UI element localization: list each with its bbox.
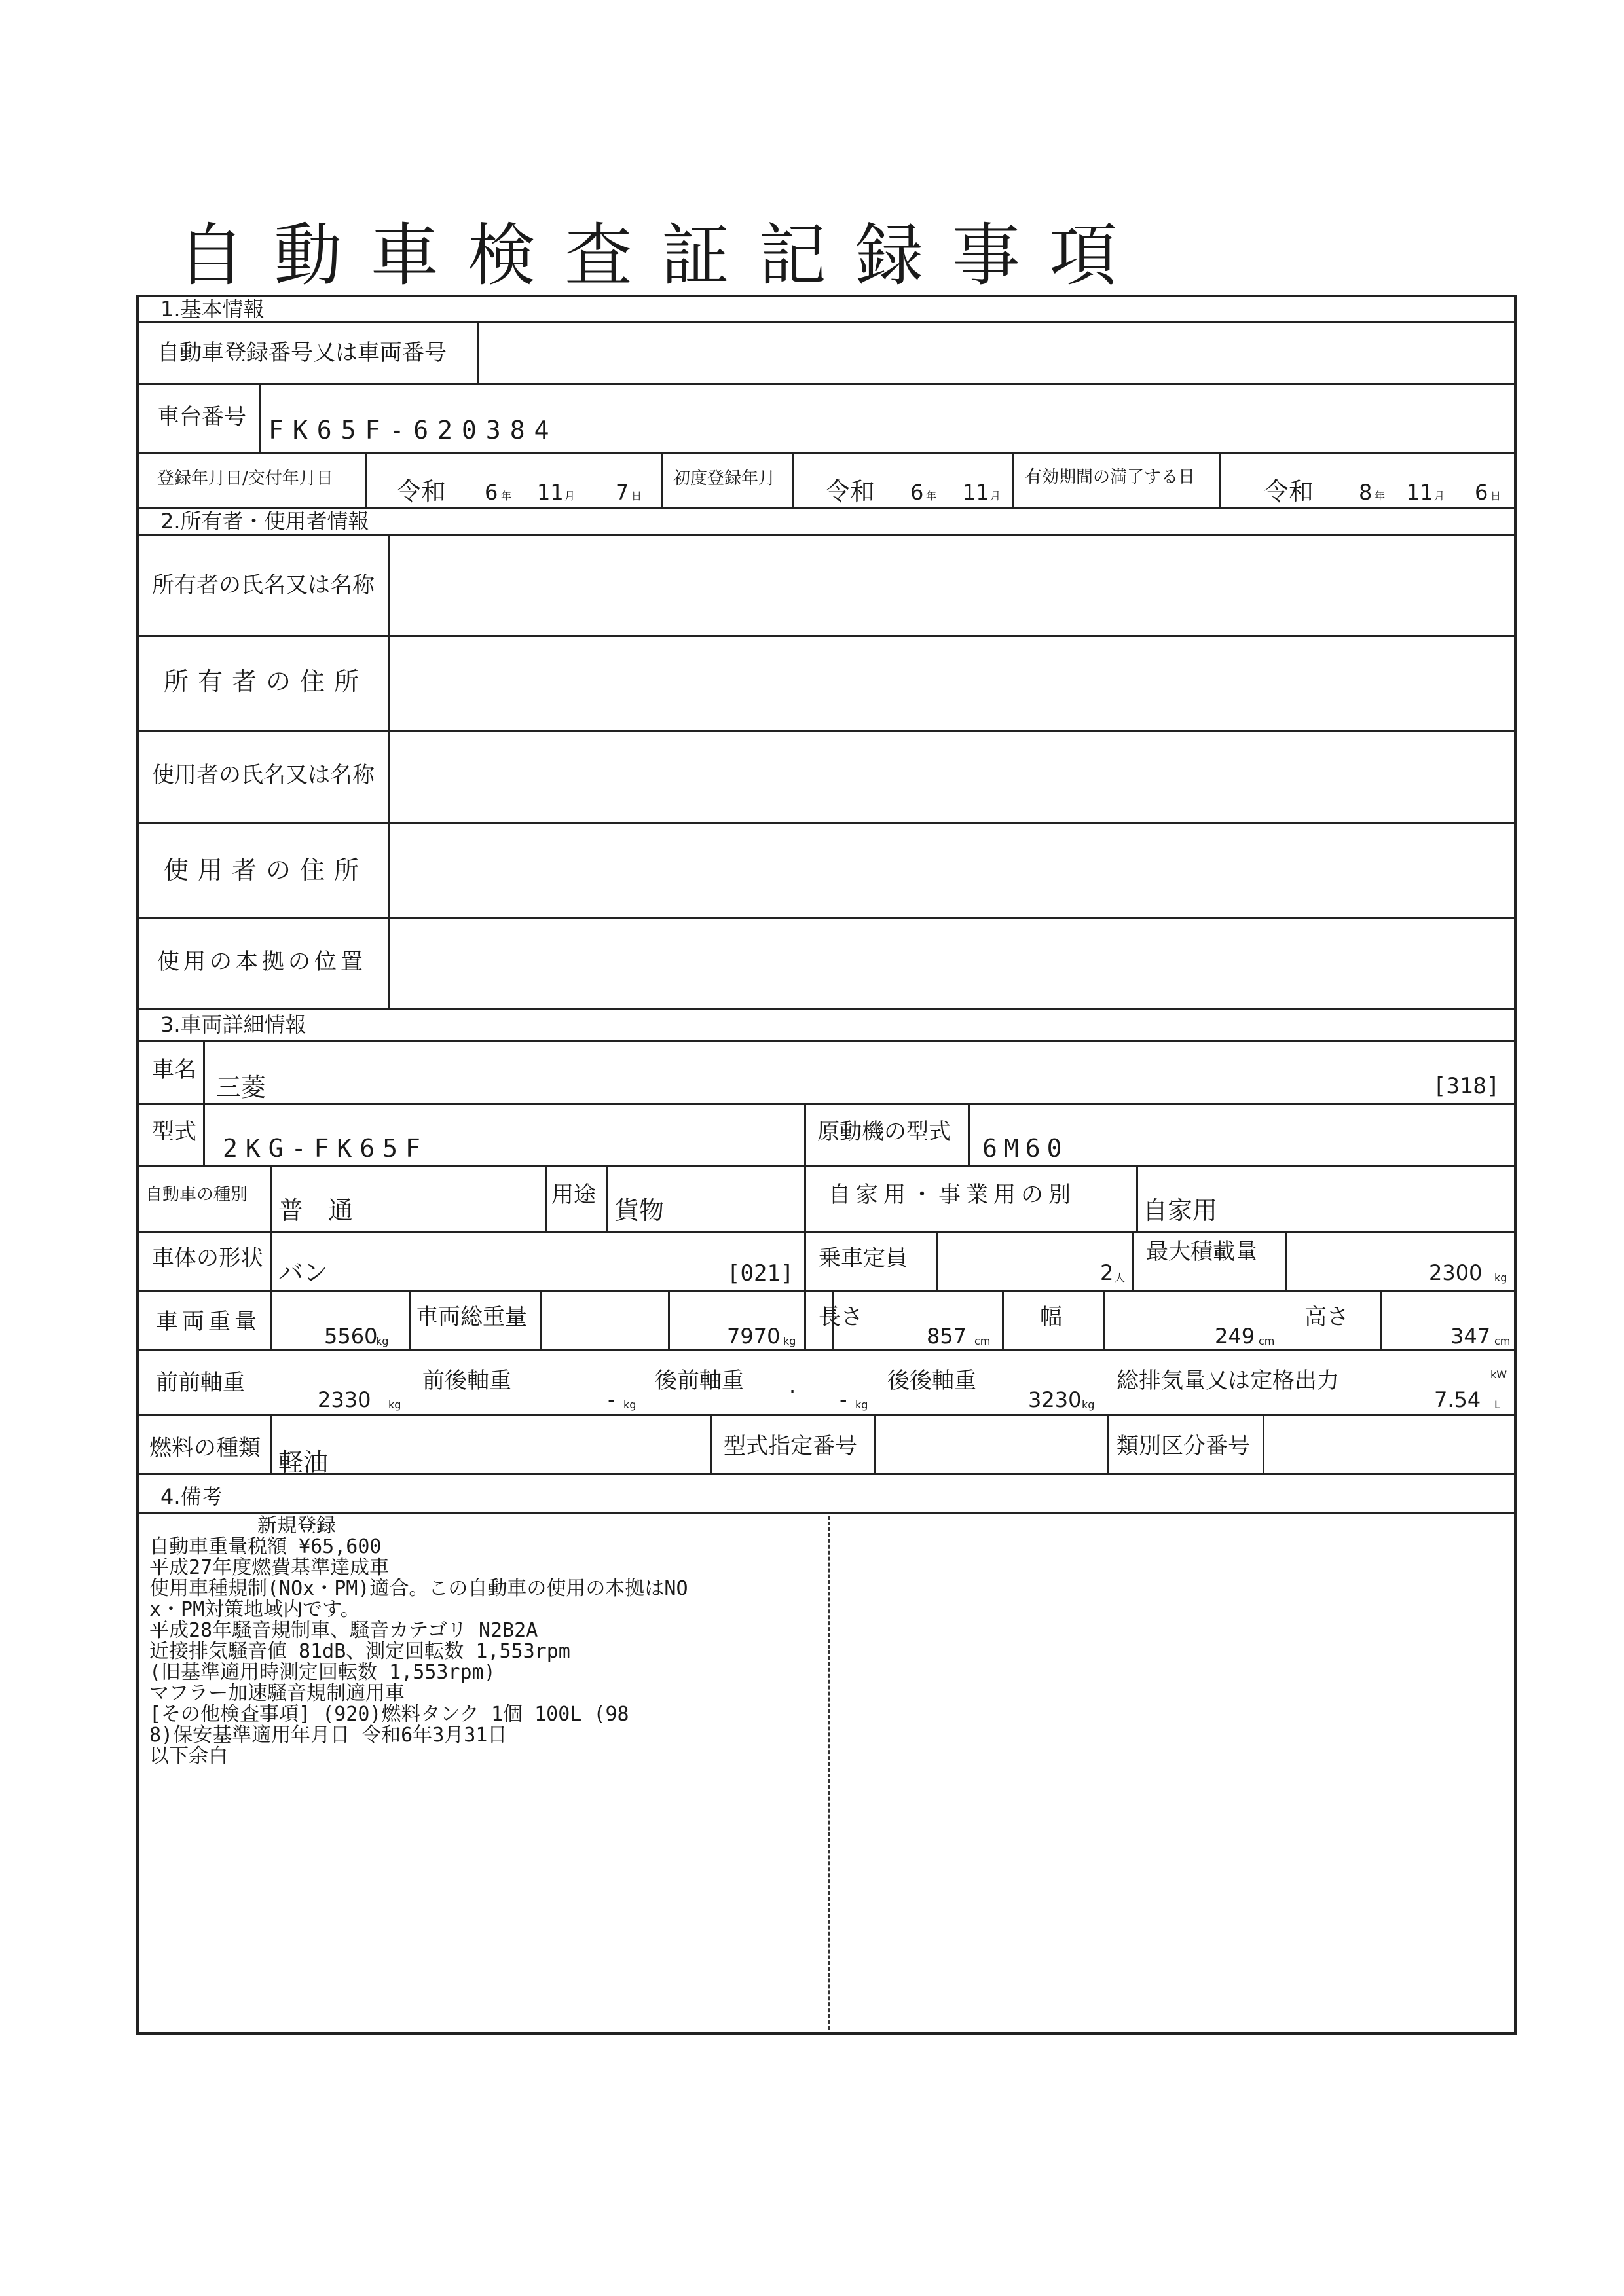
width-unit: cm bbox=[1259, 1335, 1275, 1347]
issue-date-month-unit: 月 bbox=[564, 490, 576, 502]
expiry-date-day: 6 bbox=[1475, 480, 1488, 505]
base-location-label: 使用の本拠の位置 bbox=[157, 949, 367, 975]
rule bbox=[136, 1512, 1517, 1514]
rule bbox=[661, 452, 663, 507]
rule bbox=[606, 1165, 608, 1231]
front-rear-axle-label: 前後軸重 bbox=[422, 1368, 511, 1394]
remarks-line: 8)保安基準適用年月日 令和6年3月31日 bbox=[149, 1724, 507, 1747]
fuel-type-value: 軽油 bbox=[278, 1448, 329, 1477]
form-frame bbox=[136, 295, 1517, 2035]
expiry-date-era: 令和 bbox=[1264, 477, 1314, 506]
first-registration-era: 令和 bbox=[825, 477, 876, 506]
fuel-type-label: 燃料の種類 bbox=[149, 1435, 261, 1461]
rear-rear-axle-label: 後後軸重 bbox=[887, 1368, 976, 1394]
front-rear-axle-unit: kg bbox=[623, 1398, 637, 1411]
vehicle-name-label: 車名 bbox=[152, 1057, 196, 1083]
model-value: 2KG-FK65F bbox=[223, 1134, 428, 1163]
displacement-value: 7.54 bbox=[1434, 1387, 1481, 1412]
rule bbox=[388, 534, 390, 1008]
rule bbox=[136, 1040, 1517, 1042]
body-shape-label: 車体の形状 bbox=[152, 1245, 263, 1271]
displacement-unit-l: L bbox=[1494, 1398, 1500, 1411]
remarks-divider bbox=[828, 1516, 830, 2030]
seating-capacity-value: 2 bbox=[1100, 1260, 1114, 1285]
rule bbox=[1107, 1414, 1109, 1473]
private-business-value: 自家用 bbox=[1143, 1196, 1218, 1225]
height-unit: cm bbox=[1494, 1335, 1511, 1347]
purpose-value: 貨物 bbox=[614, 1196, 665, 1225]
issue-date-year-unit: 年 bbox=[501, 490, 512, 502]
section-vehicle-details: 3.車両詳細情報 bbox=[160, 1012, 306, 1037]
rule bbox=[710, 1414, 712, 1473]
remarks-line: 以下余白 bbox=[149, 1745, 228, 1768]
rule bbox=[136, 1103, 1517, 1105]
first-registration-month-unit: 月 bbox=[990, 490, 1001, 502]
front-rear-axle-value: - bbox=[608, 1387, 616, 1412]
rule bbox=[203, 1040, 205, 1103]
vehicle-class-label: 自動車の種別 bbox=[145, 1185, 248, 1205]
max-load-value: 2300 bbox=[1429, 1260, 1483, 1285]
gross-weight-value: 7970 bbox=[727, 1324, 781, 1349]
rule bbox=[136, 730, 1517, 732]
rear-front-axle-value: - bbox=[840, 1387, 847, 1412]
rule bbox=[1263, 1414, 1264, 1473]
vehicle-class-value: 普 通 bbox=[278, 1196, 354, 1225]
rear-rear-axle-value: 3230 bbox=[1028, 1387, 1082, 1412]
rule bbox=[792, 452, 794, 507]
private-business-label: 自家用・事業用の別 bbox=[828, 1182, 1076, 1208]
issue-date-month: 11 bbox=[537, 480, 564, 505]
rule bbox=[270, 1414, 272, 1473]
issue-date-day-unit: 日 bbox=[631, 490, 642, 502]
owner-address-label: 所有者の住所 bbox=[164, 667, 369, 696]
issue-date-label: 登録年月日/交付年月日 bbox=[157, 469, 333, 488]
rule bbox=[136, 635, 1517, 637]
rule bbox=[1285, 1231, 1287, 1290]
rule bbox=[804, 1231, 806, 1349]
rule bbox=[936, 1231, 938, 1290]
rule bbox=[270, 1165, 272, 1231]
max-load-label: 最大積載量 bbox=[1146, 1239, 1257, 1265]
length-label: 長さ bbox=[819, 1304, 863, 1330]
height-label: 高さ bbox=[1304, 1304, 1349, 1330]
remarks-line: x・PM対策地域内です。 bbox=[149, 1598, 360, 1621]
remarks-line: 平成27年度燃費基準達成車 bbox=[149, 1556, 390, 1579]
width-value: 249 bbox=[1215, 1324, 1255, 1349]
rule bbox=[804, 1103, 806, 1231]
length-unit: cm bbox=[974, 1335, 991, 1347]
type-designation-label: 型式指定番号 bbox=[724, 1433, 857, 1459]
issue-date-year: 6 bbox=[485, 480, 498, 505]
rule bbox=[668, 1290, 670, 1349]
chassis-number-value: FK65F-620384 bbox=[268, 416, 559, 445]
expiry-date-label: 有効期間の満了する日 bbox=[1025, 467, 1196, 487]
section-basic-info: 1.基本情報 bbox=[160, 297, 265, 321]
section-owner-user-info: 2.所有者・使用者情報 bbox=[160, 509, 369, 534]
max-load-unit: kg bbox=[1494, 1271, 1507, 1284]
displacement-unit-kw: kW bbox=[1490, 1368, 1507, 1381]
rule bbox=[136, 1231, 1517, 1233]
rear-front-axle-label: 後前軸重 bbox=[655, 1368, 744, 1394]
remarks-line: (旧基準適用時測定回転数 1,553rpm) bbox=[149, 1661, 496, 1684]
issue-date-era: 令和 bbox=[396, 477, 447, 506]
rule bbox=[136, 1349, 1517, 1351]
rule bbox=[1103, 1290, 1105, 1349]
rule bbox=[1380, 1290, 1382, 1349]
issue-date-day: 7 bbox=[616, 480, 629, 505]
vehicle-name-code: [318] bbox=[1433, 1073, 1500, 1099]
height-value: 347 bbox=[1450, 1324, 1491, 1349]
user-address-label: 使用者の住所 bbox=[164, 856, 369, 884]
rear-rear-axle-unit: kg bbox=[1082, 1398, 1095, 1411]
expiry-date-day-unit: 日 bbox=[1490, 490, 1502, 502]
rule bbox=[1002, 1290, 1004, 1349]
front-front-axle-label: 前前軸重 bbox=[156, 1370, 245, 1396]
remarks-line: 自動車重量税額 ¥65,600 bbox=[149, 1535, 382, 1558]
rule bbox=[136, 321, 1517, 323]
rule bbox=[409, 1290, 411, 1349]
rule bbox=[270, 1231, 272, 1290]
rule bbox=[477, 321, 479, 383]
rear-front-axle-dot: . bbox=[789, 1373, 796, 1398]
first-registration-year: 6 bbox=[910, 480, 924, 505]
rule bbox=[968, 1103, 970, 1165]
width-label: 幅 bbox=[1040, 1304, 1062, 1330]
engine-model-value: 6M60 bbox=[982, 1134, 1069, 1163]
first-registration-label: 初度登録年月 bbox=[673, 469, 776, 488]
rule bbox=[136, 1165, 1517, 1167]
rule bbox=[874, 1414, 876, 1473]
remarks-line: マフラー加速騒音規制適用車 bbox=[149, 1682, 405, 1705]
rule bbox=[136, 1473, 1517, 1475]
rule bbox=[136, 1414, 1517, 1416]
vehicle-name-value: 三菱 bbox=[216, 1073, 267, 1102]
displacement-label: 総排気量又は定格出力 bbox=[1116, 1368, 1339, 1394]
rule bbox=[136, 452, 1517, 454]
gross-weight-label: 車両総重量 bbox=[416, 1304, 527, 1330]
rule bbox=[136, 534, 1517, 536]
rear-front-axle-unit: kg bbox=[855, 1398, 868, 1411]
body-shape-code: [021] bbox=[727, 1260, 794, 1286]
rule bbox=[136, 822, 1517, 824]
registration-number-label: 自動車登録番号又は車両番号 bbox=[157, 340, 447, 366]
model-label: 型式 bbox=[152, 1119, 196, 1145]
seating-capacity-unit: 人 bbox=[1115, 1271, 1126, 1284]
expiry-date-month: 11 bbox=[1407, 480, 1433, 505]
remarks-header: 新規登録 bbox=[257, 1514, 336, 1537]
owner-name-label: 所有者の氏名又は名称 bbox=[152, 572, 375, 598]
rule bbox=[136, 383, 1517, 385]
rule bbox=[1132, 1231, 1134, 1290]
rule bbox=[136, 1008, 1517, 1010]
rule bbox=[136, 917, 1517, 919]
first-registration-month: 11 bbox=[963, 480, 989, 505]
front-front-axle-unit: kg bbox=[388, 1398, 401, 1411]
vehicle-weight-label: 車両重量 bbox=[156, 1309, 261, 1335]
seating-capacity-label: 乗車定員 bbox=[819, 1245, 908, 1271]
rule bbox=[1012, 452, 1014, 507]
purpose-label: 用途 bbox=[551, 1182, 596, 1208]
body-shape-value: バン bbox=[278, 1258, 329, 1287]
rule bbox=[365, 452, 367, 507]
remarks-block bbox=[149, 1516, 824, 1767]
rule bbox=[203, 1103, 205, 1165]
rule bbox=[545, 1165, 547, 1231]
vehicle-weight-unit: kg bbox=[376, 1335, 389, 1347]
gross-weight-unit: kg bbox=[783, 1335, 796, 1347]
rule bbox=[540, 1290, 542, 1349]
chassis-number-label: 車台番号 bbox=[157, 404, 246, 430]
remarks-line: 近接排気騒音値 81dB、測定回転数 1,553rpm bbox=[149, 1640, 570, 1663]
remarks-line: 使用車種規制(NOx・PM)適合。この自動車の使用の本拠はNO bbox=[149, 1577, 688, 1600]
expiry-date-year-unit: 年 bbox=[1375, 490, 1386, 502]
remarks-line: [その他検査事項] (920)燃料タンク 1個 100L (98 bbox=[149, 1703, 629, 1726]
rule bbox=[1219, 452, 1221, 507]
section-remarks: 4.備考 bbox=[160, 1484, 223, 1509]
expiry-date-month-unit: 月 bbox=[1434, 490, 1445, 502]
remarks-line: 平成28年騒音規制車、騒音カテゴリ N2B2A bbox=[149, 1619, 538, 1642]
remarks-lines bbox=[149, 1537, 824, 1767]
user-name-label: 使用者の氏名又は名称 bbox=[152, 762, 375, 788]
rule bbox=[136, 1290, 1517, 1292]
engine-model-label: 原動機の型式 bbox=[817, 1119, 951, 1145]
vehicle-weight-value: 5560 bbox=[324, 1324, 378, 1349]
rule bbox=[1136, 1165, 1138, 1231]
expiry-date-year: 8 bbox=[1359, 480, 1373, 505]
length-value: 857 bbox=[927, 1324, 967, 1349]
rule bbox=[270, 1290, 272, 1349]
document-title: 自動車検査証記録事項 bbox=[177, 215, 1147, 295]
rule bbox=[259, 383, 261, 452]
first-registration-year-unit: 年 bbox=[926, 490, 937, 502]
front-front-axle-value: 2330 bbox=[318, 1387, 371, 1412]
classification-number-label: 類別区分番号 bbox=[1116, 1433, 1250, 1459]
